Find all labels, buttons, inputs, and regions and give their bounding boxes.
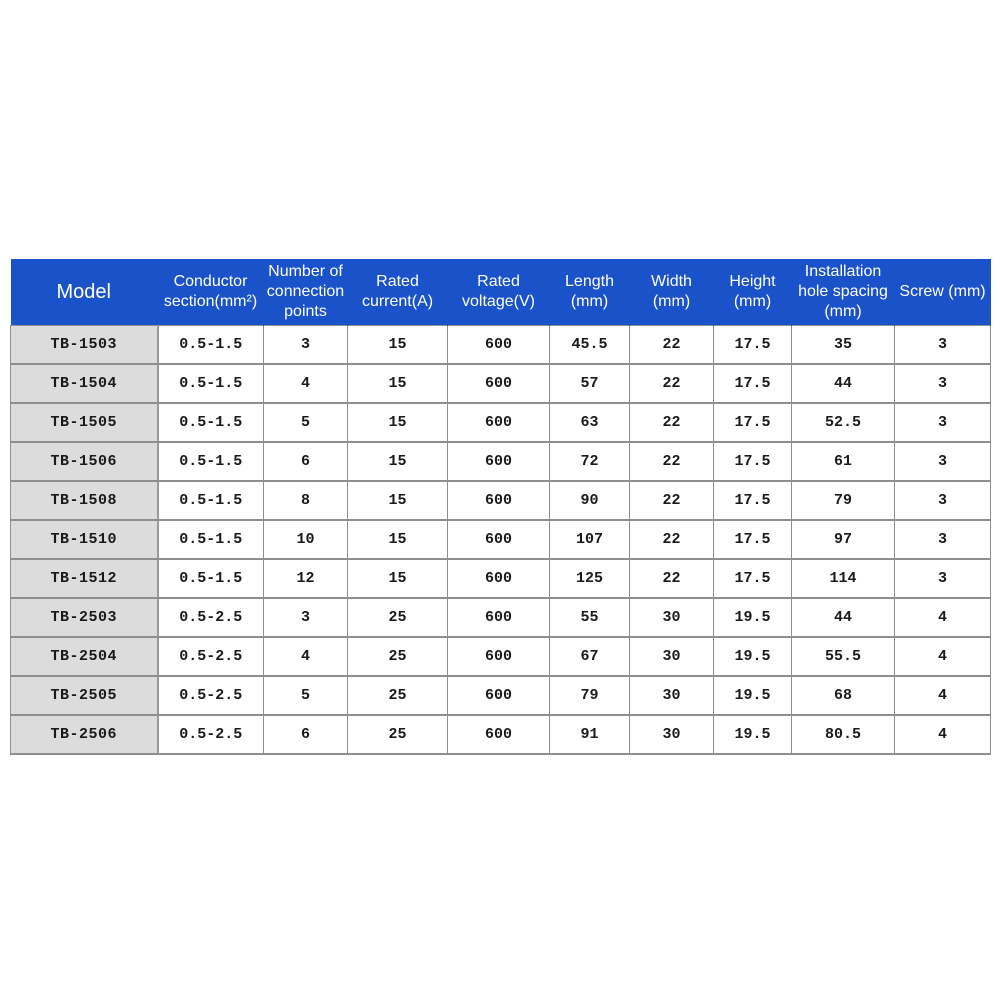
cell-model: TB-1505 (11, 403, 158, 442)
cell-height: 17.5 (714, 559, 792, 598)
header-rated-current: Rated current(A) (348, 259, 448, 326)
cell-rated-current: 25 (348, 637, 448, 676)
cell-rated-voltage: 600 (448, 637, 550, 676)
cell-connection-points: 3 (264, 598, 348, 637)
cell-rated-voltage: 600 (448, 442, 550, 481)
cell-rated-current: 15 (348, 326, 448, 365)
cell-rated-current: 25 (348, 676, 448, 715)
cell-length: 79 (550, 676, 630, 715)
cell-rated-voltage: 600 (448, 326, 550, 365)
cell-rated-voltage: 600 (448, 520, 550, 559)
cell-model: TB-1506 (11, 442, 158, 481)
header-height: Height (mm) (714, 259, 792, 326)
header-width: Width (mm) (630, 259, 714, 326)
cell-connection-points: 12 (264, 559, 348, 598)
cell-height: 17.5 (714, 403, 792, 442)
cell-conductor-section: 0.5-1.5 (158, 520, 264, 559)
cell-height: 19.5 (714, 715, 792, 754)
cell-rated-voltage: 600 (448, 676, 550, 715)
cell-connection-points: 3 (264, 326, 348, 365)
cell-width: 22 (630, 442, 714, 481)
cell-length: 72 (550, 442, 630, 481)
table-row (11, 520, 991, 559)
cell-hole-spacing: 44 (792, 364, 895, 403)
cell-width: 22 (630, 403, 714, 442)
cell-conductor-section: 0.5-2.5 (158, 676, 264, 715)
cell-model: TB-2506 (11, 715, 158, 754)
cell-length: 45.5 (550, 326, 630, 365)
cell-model: TB-2503 (11, 598, 158, 637)
cell-length: 91 (550, 715, 630, 754)
cell-hole-spacing: 52.5 (792, 403, 895, 442)
cell-model: TB-2505 (11, 676, 158, 715)
cell-width: 30 (630, 715, 714, 754)
cell-width: 30 (630, 676, 714, 715)
cell-conductor-section: 0.5-1.5 (158, 326, 264, 365)
table-row (11, 676, 991, 715)
specification-table (10, 259, 991, 755)
cell-rated-current: 15 (348, 442, 448, 481)
cell-connection-points: 4 (264, 364, 348, 403)
header-model: Model (11, 259, 158, 326)
header-length: Length (mm) (550, 259, 630, 326)
cell-conductor-section: 0.5-1.5 (158, 559, 264, 598)
cell-conductor-section: 0.5-2.5 (158, 637, 264, 676)
cell-hole-spacing: 114 (792, 559, 895, 598)
cell-screw: 4 (895, 637, 991, 676)
cell-length: 125 (550, 559, 630, 598)
cell-width: 30 (630, 598, 714, 637)
cell-screw: 3 (895, 364, 991, 403)
cell-rated-current: 15 (348, 559, 448, 598)
cell-connection-points: 6 (264, 715, 348, 754)
table-row (11, 559, 991, 598)
header-hole-spacing: Installation hole spacing (mm) (792, 259, 895, 326)
cell-hole-spacing: 61 (792, 442, 895, 481)
cell-height: 17.5 (714, 481, 792, 520)
cell-width: 22 (630, 364, 714, 403)
table-row (11, 403, 991, 442)
cell-rated-current: 25 (348, 715, 448, 754)
cell-rated-current: 15 (348, 481, 448, 520)
cell-length: 55 (550, 598, 630, 637)
cell-model: TB-2504 (11, 637, 158, 676)
cell-screw: 3 (895, 520, 991, 559)
cell-hole-spacing: 55.5 (792, 637, 895, 676)
cell-conductor-section: 0.5-1.5 (158, 364, 264, 403)
table-row (11, 715, 991, 754)
table-row (11, 598, 991, 637)
cell-height: 17.5 (714, 442, 792, 481)
cell-connection-points: 5 (264, 403, 348, 442)
cell-rated-voltage: 600 (448, 598, 550, 637)
cell-hole-spacing: 80.5 (792, 715, 895, 754)
cell-connection-points: 5 (264, 676, 348, 715)
cell-screw: 3 (895, 442, 991, 481)
header-conductor-section: Conductor section(mm²) (158, 259, 264, 326)
cell-screw: 3 (895, 559, 991, 598)
table-row (11, 442, 991, 481)
cell-width: 22 (630, 481, 714, 520)
cell-model: TB-1512 (11, 559, 158, 598)
cell-connection-points: 8 (264, 481, 348, 520)
header-row (11, 259, 991, 326)
cell-length: 90 (550, 481, 630, 520)
cell-rated-current: 15 (348, 364, 448, 403)
cell-conductor-section: 0.5-1.5 (158, 442, 264, 481)
cell-height: 17.5 (714, 520, 792, 559)
cell-connection-points: 6 (264, 442, 348, 481)
cell-rated-voltage: 600 (448, 481, 550, 520)
table-row (11, 637, 991, 676)
cell-height: 19.5 (714, 637, 792, 676)
cell-hole-spacing: 79 (792, 481, 895, 520)
cell-model: TB-1508 (11, 481, 158, 520)
cell-screw: 3 (895, 326, 991, 365)
cell-length: 67 (550, 637, 630, 676)
cell-screw: 4 (895, 676, 991, 715)
cell-screw: 3 (895, 403, 991, 442)
cell-rated-current: 25 (348, 598, 448, 637)
cell-rated-current: 15 (348, 520, 448, 559)
cell-length: 57 (550, 364, 630, 403)
cell-screw: 4 (895, 715, 991, 754)
cell-hole-spacing: 35 (792, 326, 895, 365)
table-body (11, 326, 991, 755)
cell-screw: 4 (895, 598, 991, 637)
table-header (11, 259, 991, 326)
cell-conductor-section: 0.5-2.5 (158, 715, 264, 754)
header-connection-points: Number of connection points (264, 259, 348, 326)
cell-model: TB-1503 (11, 326, 158, 365)
cell-connection-points: 10 (264, 520, 348, 559)
cell-height: 17.5 (714, 364, 792, 403)
cell-conductor-section: 0.5-1.5 (158, 481, 264, 520)
cell-length: 107 (550, 520, 630, 559)
table-row (11, 326, 991, 365)
cell-screw: 3 (895, 481, 991, 520)
cell-height: 19.5 (714, 598, 792, 637)
cell-conductor-section: 0.5-2.5 (158, 598, 264, 637)
cell-model: TB-1510 (11, 520, 158, 559)
table-row (11, 481, 991, 520)
cell-width: 22 (630, 559, 714, 598)
cell-width: 22 (630, 520, 714, 559)
cell-rated-voltage: 600 (448, 364, 550, 403)
cell-connection-points: 4 (264, 637, 348, 676)
cell-rated-voltage: 600 (448, 715, 550, 754)
cell-length: 63 (550, 403, 630, 442)
cell-hole-spacing: 44 (792, 598, 895, 637)
cell-model: TB-1504 (11, 364, 158, 403)
cell-rated-voltage: 600 (448, 403, 550, 442)
table-row (11, 364, 991, 403)
header-rated-voltage: Rated voltage(V) (448, 259, 550, 326)
cell-conductor-section: 0.5-1.5 (158, 403, 264, 442)
cell-hole-spacing: 68 (792, 676, 895, 715)
cell-height: 19.5 (714, 676, 792, 715)
cell-hole-spacing: 97 (792, 520, 895, 559)
cell-rated-current: 15 (348, 403, 448, 442)
header-screw: Screw (mm) (895, 259, 991, 326)
cell-rated-voltage: 600 (448, 559, 550, 598)
cell-height: 17.5 (714, 326, 792, 365)
cell-width: 30 (630, 637, 714, 676)
cell-width: 22 (630, 326, 714, 365)
